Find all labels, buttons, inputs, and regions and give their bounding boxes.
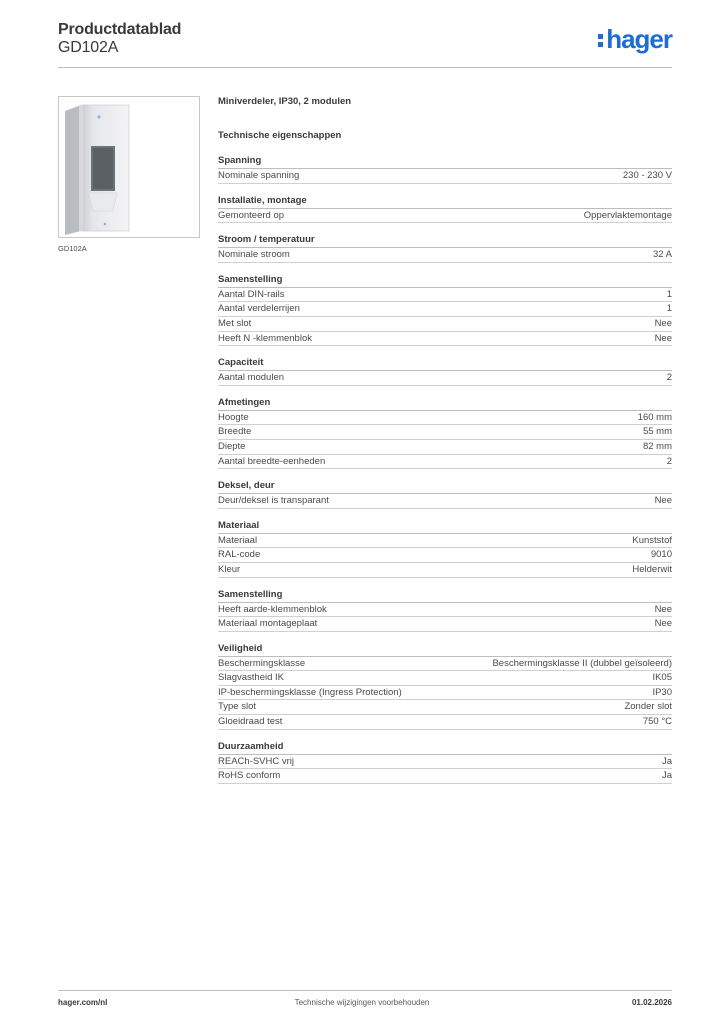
spec-row bbox=[218, 440, 672, 455]
section-title: Deksel, deur bbox=[218, 480, 672, 494]
spec-value: Nee bbox=[654, 495, 672, 507]
section-title: Capaciteit bbox=[218, 357, 672, 371]
spec-value: 230 - 230 V bbox=[622, 170, 672, 181]
distribution-box-icon bbox=[59, 97, 199, 237]
spec-value: Helderwit bbox=[632, 563, 672, 575]
spec-label: Materiaal montageplaat bbox=[218, 618, 318, 630]
spec-value: Nee bbox=[654, 618, 672, 630]
spec-label: Aantal verdelerrijen bbox=[218, 303, 300, 315]
spec-label: Heeft N -klemmenblok bbox=[218, 332, 312, 344]
spec-value: Beschermingsklasse II (dubbel geïsoleerd) bbox=[492, 657, 672, 669]
spec-label: Diepte bbox=[218, 440, 246, 452]
spec-value: Oppervlaktemontage bbox=[583, 209, 672, 221]
footer-divider bbox=[58, 990, 672, 991]
spec-row bbox=[218, 411, 672, 426]
spec-label: IP-beschermingsklasse (Ingress Protection) bbox=[218, 686, 402, 698]
spec-value: 160 mm bbox=[637, 411, 672, 423]
spec-row bbox=[218, 700, 672, 715]
tech-properties-heading: Technische eigenschappen bbox=[218, 130, 342, 141]
spec-section bbox=[218, 643, 672, 730]
spec-label: Met slot bbox=[218, 317, 252, 329]
section-title: Installatie, montage bbox=[218, 195, 672, 209]
spec-value: 55 mm bbox=[642, 426, 672, 438]
spec-label: Gloeidraad test bbox=[218, 716, 283, 728]
spec-row bbox=[218, 317, 672, 332]
spec-value: IP30 bbox=[652, 686, 672, 698]
spec-section bbox=[218, 397, 672, 469]
footer-date: 01.02.2026 bbox=[631, 998, 672, 1007]
section-title: Materiaal bbox=[218, 520, 672, 534]
spec-label: Gemonteerd op bbox=[218, 209, 285, 221]
product-description: Miniverdeler, IP30, 2 modulen bbox=[218, 96, 352, 107]
logo-colon-icon bbox=[598, 34, 603, 47]
spec-row bbox=[218, 548, 672, 563]
spec-value: 9010 bbox=[650, 549, 672, 561]
spec-row bbox=[218, 534, 672, 549]
spec-value: 1 bbox=[666, 288, 672, 300]
spec-row bbox=[218, 248, 672, 263]
spec-label: RAL-code bbox=[218, 549, 261, 561]
section-title: Veiligheid bbox=[218, 643, 672, 657]
spec-section bbox=[218, 195, 672, 224]
spec-row bbox=[218, 657, 672, 672]
spec-value: 2 bbox=[666, 455, 672, 467]
spec-row bbox=[218, 425, 672, 440]
spec-row bbox=[218, 755, 672, 770]
spec-label: Deur/deksel is transparant bbox=[218, 495, 329, 507]
spec-label: Heeft aarde-klemmenblok bbox=[218, 603, 327, 615]
spec-section bbox=[218, 234, 672, 263]
spec-value: 82 mm bbox=[642, 440, 672, 452]
page-title: Productdatablad bbox=[58, 21, 182, 38]
spec-label: Materiaal bbox=[218, 534, 258, 546]
spec-value: IK05 bbox=[652, 672, 672, 684]
spec-section bbox=[218, 155, 672, 184]
product-image bbox=[58, 96, 200, 238]
spec-row bbox=[218, 671, 672, 686]
spec-content bbox=[218, 96, 672, 784]
spec-label: Aantal breedte-eenheden bbox=[218, 455, 326, 467]
spec-value: Kunststof bbox=[632, 534, 672, 546]
section-title: Samenstelling bbox=[218, 274, 672, 288]
spec-value: Nee bbox=[654, 317, 672, 329]
spec-value: Ja bbox=[661, 770, 672, 782]
spec-section bbox=[218, 480, 672, 509]
spec-value: 1 bbox=[666, 303, 672, 315]
spec-value: Nee bbox=[654, 332, 672, 344]
spec-row bbox=[218, 494, 672, 509]
spec-value: 750 °C bbox=[642, 716, 672, 728]
spec-section bbox=[218, 741, 672, 784]
section-title: Afmetingen bbox=[218, 397, 672, 411]
section-title: Stroom / temperatuur bbox=[218, 234, 672, 248]
spec-label: Nominale spanning bbox=[218, 170, 300, 181]
hager-logo bbox=[598, 26, 672, 52]
section-title: Duurzaamheid bbox=[218, 741, 672, 755]
footer-website: hager.com/nl bbox=[58, 998, 108, 1007]
spec-label: Aantal DIN-rails bbox=[218, 288, 285, 300]
spec-value: 2 bbox=[666, 372, 672, 384]
spec-row bbox=[218, 371, 672, 386]
spec-value: 32 A bbox=[652, 249, 672, 261]
spec-row bbox=[218, 603, 672, 618]
spec-label: Aantal modulen bbox=[218, 372, 285, 384]
spec-row bbox=[218, 332, 672, 347]
spec-row bbox=[218, 769, 672, 784]
spec-section bbox=[218, 520, 672, 578]
product-code: GD102A bbox=[58, 39, 119, 56]
spec-label: REACh-SVHC vrij bbox=[218, 755, 295, 767]
spec-row bbox=[218, 563, 672, 578]
spec-label: Slagvastheid IK bbox=[218, 672, 285, 684]
spec-label: Breedte bbox=[218, 426, 252, 438]
spec-row bbox=[218, 715, 672, 730]
section-title: Spanning bbox=[218, 155, 672, 169]
spec-row bbox=[218, 209, 672, 224]
spec-label: Beschermingsklasse bbox=[218, 657, 306, 669]
section-title: Samenstelling bbox=[218, 589, 672, 603]
header-divider bbox=[58, 67, 672, 68]
spec-label: Type slot bbox=[218, 701, 257, 713]
spec-section bbox=[218, 274, 672, 346]
footer-disclaimer: Technische wijzigingen voorbehouden bbox=[294, 998, 430, 1007]
spec-row bbox=[218, 686, 672, 701]
logo-text: hager bbox=[606, 24, 672, 54]
spec-sections bbox=[218, 155, 672, 784]
spec-label: Hoogte bbox=[218, 411, 249, 423]
spec-row bbox=[218, 169, 672, 184]
spec-label: Kleur bbox=[218, 563, 241, 575]
spec-row bbox=[218, 288, 672, 303]
spec-value: Zonder slot bbox=[624, 701, 672, 713]
spec-value: Ja bbox=[661, 755, 672, 767]
spec-label: RoHS conform bbox=[218, 770, 281, 782]
spec-section bbox=[218, 357, 672, 386]
spec-row bbox=[218, 617, 672, 632]
spec-section bbox=[218, 589, 672, 632]
spec-row bbox=[218, 455, 672, 470]
spec-row bbox=[218, 302, 672, 317]
image-caption: GD102A bbox=[58, 244, 87, 253]
spec-value: Nee bbox=[654, 603, 672, 615]
spec-label: Nominale stroom bbox=[218, 249, 290, 261]
